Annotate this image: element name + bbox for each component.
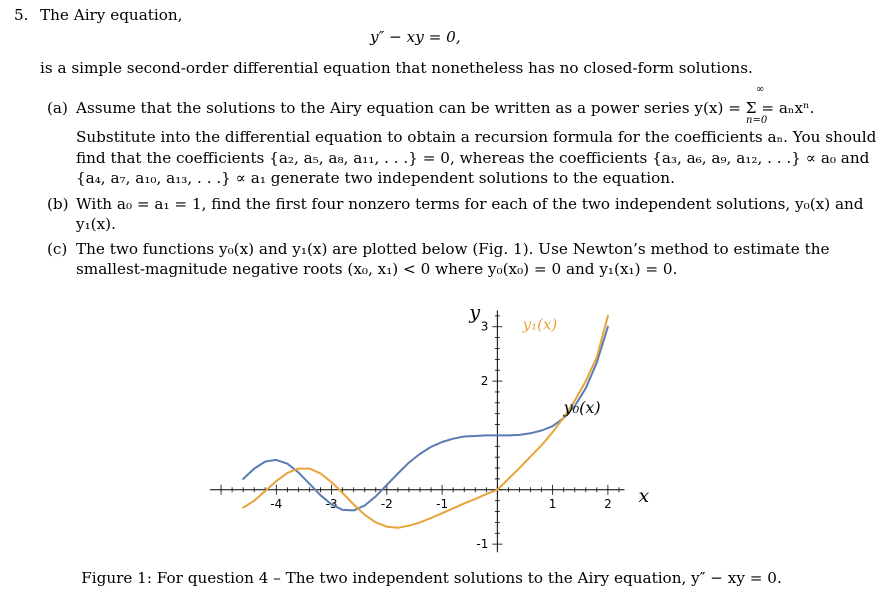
airy-plot-svg	[210, 301, 650, 555]
x-tick-label: -3	[325, 496, 338, 511]
sum-lower-limit: n=0	[746, 115, 768, 126]
x-axis-label: x	[638, 484, 650, 507]
part-a-line1: Assume that the solutions to the Airy equation can be written as a power series y(x) = Σ = aₙxⁿ.	[76, 99, 815, 117]
figure-caption: Figure 1: For question 4 – The two independent solutions to the Airy equation, y″ − xy = 0.	[81, 569, 782, 587]
x-tick-label: -1	[436, 496, 449, 511]
x-tick-label: -4	[270, 496, 283, 511]
x-tick-label: 2	[604, 496, 612, 511]
y-tick-label: 2	[480, 374, 489, 389]
y-tick-label: 3	[480, 319, 489, 334]
y-axis-label: y	[469, 301, 481, 324]
x-tick-label: -2	[380, 496, 393, 511]
part-c-line1: The two functions y₀(x) and y₁(x) are plotted below (Fig. 1). Use Newton’s method to estimate the	[76, 240, 830, 258]
part-c-label: (c)	[47, 240, 68, 258]
part-b-label: (b)	[47, 195, 69, 213]
problem-intro: The Airy equation,	[40, 6, 183, 24]
sum-upper-limit: ∞	[756, 84, 765, 95]
problem-number: 5.	[14, 6, 29, 24]
series-label-y1: y₁(x)	[522, 315, 558, 334]
part-a-line4: {a₄, a₇, a₁₀, a₁₃, . . .} ∝ a₁ generate two independent solutions to the equation.	[76, 169, 675, 187]
part-a-line3: find that the coefficients {a₂, a₅, a₈, a₁₁, . . .} = 0, whereas the coefficients {a₃, a₆, a₉, a₁₂, . . .} ∝ a₀ and	[76, 149, 870, 167]
x-tick-label: 1	[548, 496, 557, 511]
part-a-line2: Substitute into the differential equation to obtain a recursion formula for the coefficients aₙ. You should	[76, 128, 876, 146]
series-line-y0	[243, 327, 608, 511]
problem-statement: is a simple second-order differential equation that nonetheless has no closed-form solutions.	[40, 59, 753, 77]
part-a-label: (a)	[47, 99, 68, 117]
part-b-line1: With a₀ = a₁ = 1, find the first four nonzero terms for each of the two independent solutions, y₀(x) and	[76, 195, 864, 213]
y-tick-label: -1	[476, 537, 489, 552]
part-b-line2: y₁(x).	[76, 215, 116, 233]
airy-plot	[210, 301, 650, 555]
series-label-y0: y₀(x)	[563, 398, 601, 418]
airy-equation: y″ − xy = 0,	[370, 28, 461, 46]
part-c-line2: smallest-magnitude negative roots (x₀, x₁) < 0 where y₀(x₀) = 0 and y₁(x₁) = 0.	[76, 260, 678, 278]
